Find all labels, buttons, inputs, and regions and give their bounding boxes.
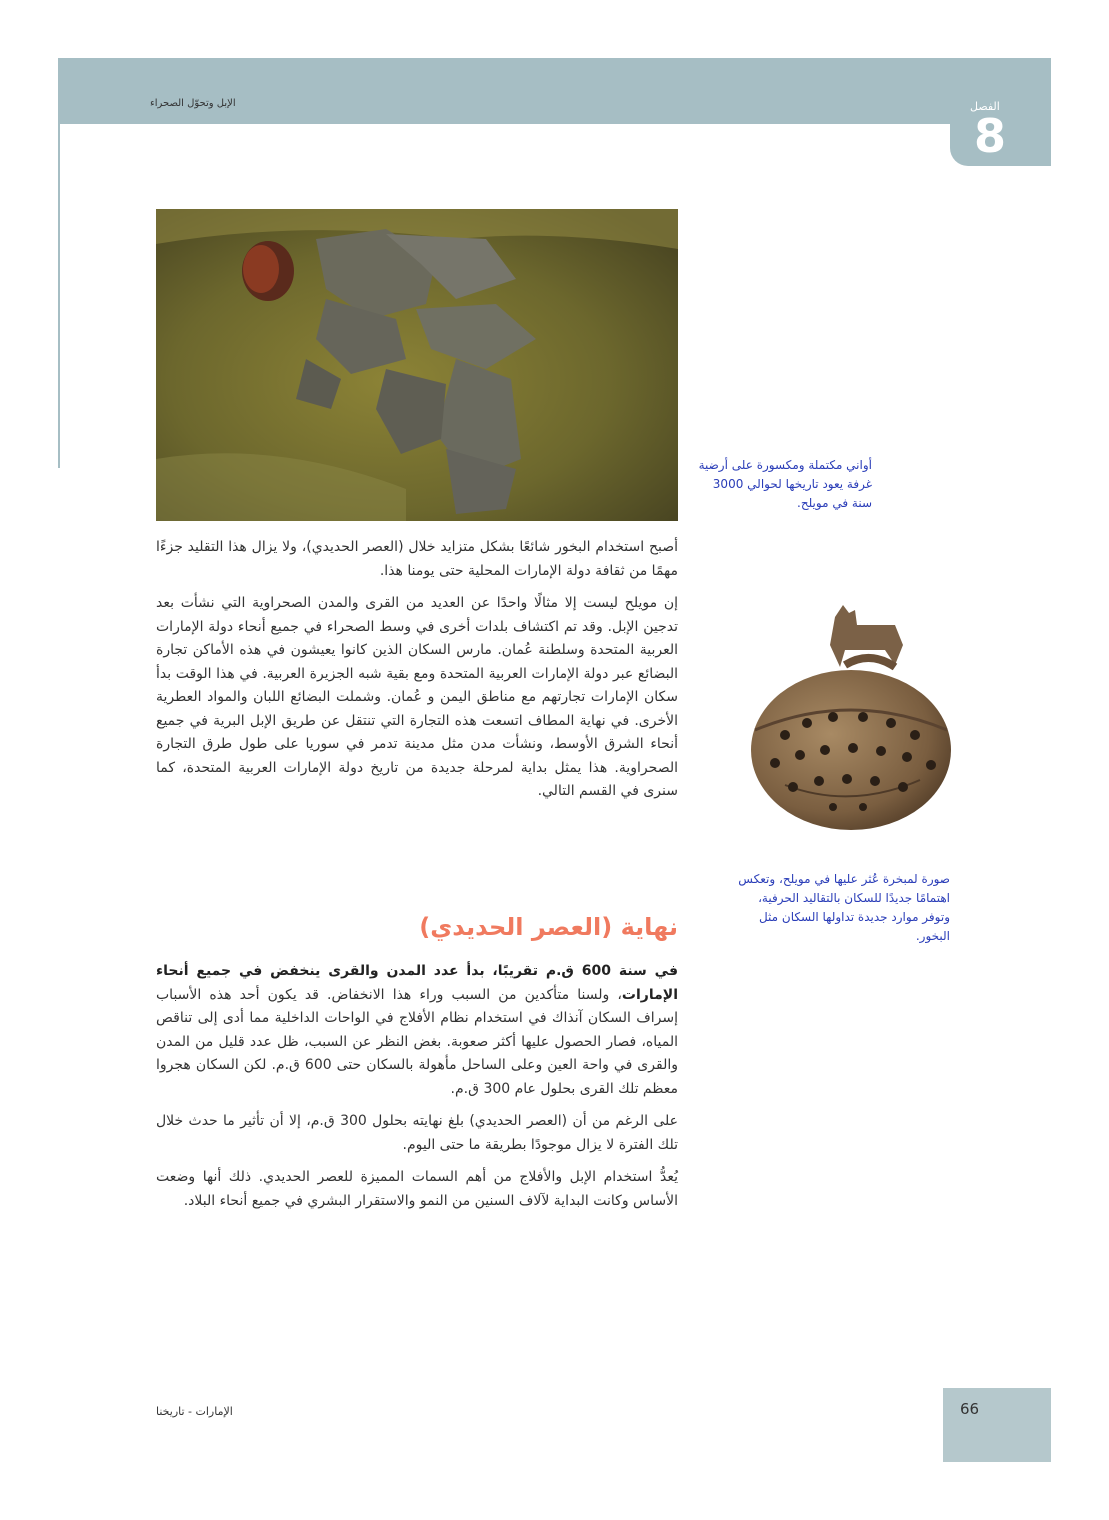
footer-book-title: الإمارات - تاريخنا — [156, 1405, 233, 1418]
pottery-illustration — [156, 209, 678, 521]
chapter-label: الفصل — [970, 100, 1000, 113]
incense-burner-photo — [745, 595, 957, 845]
pottery-caption: أواني مكتملة ومكسورة على أرضية غرفة يعود تاريخها لحوالي 3000 سنة في مويلح. — [698, 458, 872, 510]
paragraph-incense: أصبح استخدام البخور شائعًا بشكل متزايد خلال (العصر الحديدي)، ولا يزال هذا التقليد جزءًا مهمًا من ثقافة دولة الإمارات المحلية حتى يومنا هذا. — [156, 539, 678, 579]
paragraph-muwaileh: إن مويلح ليست إلا مثالًا واحدًا عن العديد من القرى والمدن الصحراوية التي نشأت بعد تدجين الإبل. وقد تم اكتشاف بلدات أخرى في وسط الصحراء في جميع أنحاء دولة الإمارات العربية المتحدة وسلطنة عُمان. مارس السكان الذين كانوا يعيشون في هذه الأماكن تجارة البضائع عبر دولة الإمارات العربية المتحدة ومع بقية شبه الجزيرة العربية. في هذا الوقت بدأ سكان الإمارات تجارتهم مع مناطق اليمن و عُمان. وشملت البضائع اللبان والمواد العطرية الأخرى. في نهاية المطاف اتسعت هذه التجارة التي تنتقل عن طريق الإبل البرية في جميع أنحاء الشرق الأوسط، ونشأت مدن مثل مدينة تدمر في سوريا على طول طرق التجارة الصحراوية. هذا يمثل بداية لمرحلة جديدة من تاريخ دولة الإمارات العربية المتحدة، كما سنرى في القسم التالي. — [156, 595, 678, 799]
body-text-section — [156, 960, 678, 1222]
paragraph-decline-rest: ، ولسنا متأكدين من السبب وراء هذا الانخفاض. قد يكون أحد هذه الأسباب إسراف السكان آنذاك في استخدام نظام الأفلاج في الواحات الداخلية مما أدى إلى تناقص المياه، فصار الحصول عليها أكثر صعوبة. بغض النظر عن السبب، ظل عدد قليل من المدن والقرى في واحة العين وعلى الساحل مأهولة بالسكان حتى 600 ق.م. لكن السكان هجروا معظم تلك القرى بحلول عام 300 ق.م. — [156, 986, 678, 1097]
pottery-photo — [156, 209, 678, 521]
incense-burner-caption: صورة لمبخرة عُثر عليها في مويلح، وتعكس اهتمامًا جديدًا للسكان بالتقاليد الحرفية، وتوفر موارد جديدة تداولها السكان مثل البخور. — [738, 872, 950, 943]
page-number: 66 — [960, 1400, 980, 1418]
paragraph-camels-aflaj: يُعدُّ استخدام الإبل والأفلاج من أهم السمات المميزة للعصر الحديدي. ذلك أنها وضعت الأساس وكانت البداية لآلاف السنين من النمو والاستقرار البشري في جميع أنحاء البلاد. — [156, 1169, 678, 1209]
paragraph-iron-age-end: على الرغم من أن (العصر الحديدي) بلغ نهايته بحلول 300 ق.م، إلا أن تأثير ما حدث خلال تلك الفترة لا يزال موجودًا بطريقة ما حتى اليوم. — [156, 1113, 678, 1153]
paragraph-decline-lead: في سنة 600 ق.م تقريبًا، بدأ عدد المدن والقرى ينخفض في جميع أنحاء الإمارات — [156, 963, 678, 1003]
header-bar — [58, 58, 950, 124]
left-margin-rule — [58, 124, 60, 468]
running-header-title: الإبل وتحوّل الصحراء — [150, 98, 236, 109]
incense-burner-illustration — [745, 595, 957, 845]
paragraph-decline — [156, 960, 678, 1101]
body-text-top — [156, 536, 678, 813]
section-heading: نهاية (العصر الحديدي) — [419, 913, 678, 941]
chapter-number: 8 — [974, 109, 1007, 163]
